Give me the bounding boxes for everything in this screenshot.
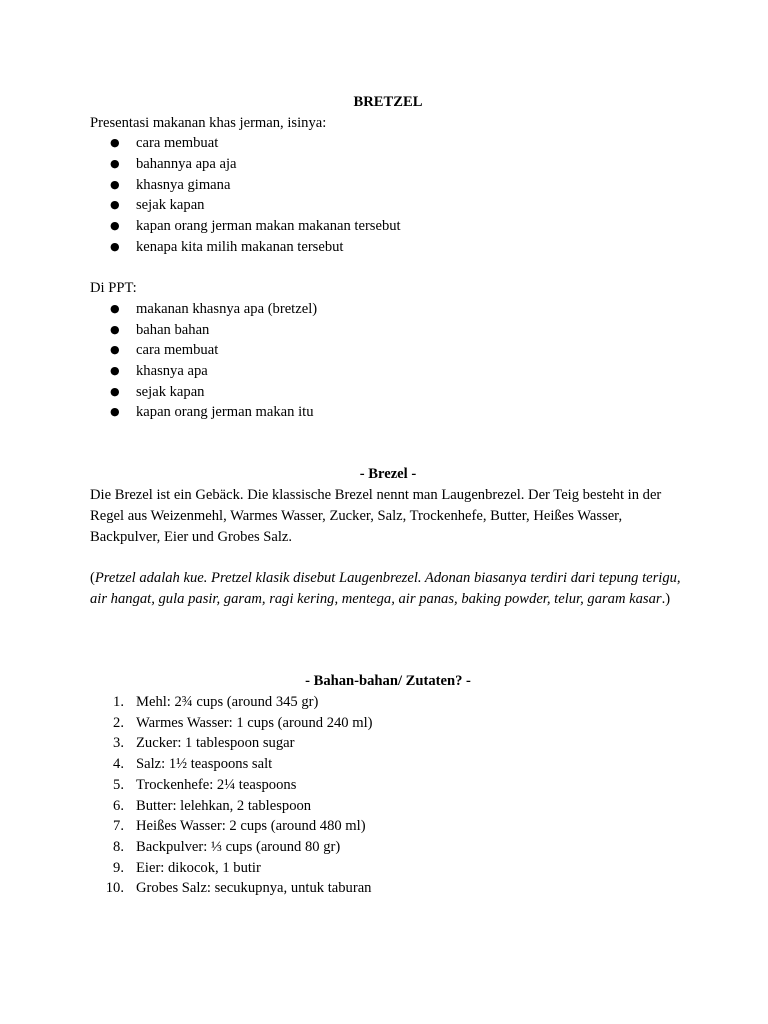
- list-item: [90, 154, 686, 175]
- list-item-text: khasnya gimana: [136, 176, 231, 193]
- list-number: 4.: [113, 756, 124, 773]
- list-item-text: kapan orang jerman makan makanan tersebut: [136, 218, 401, 235]
- translation-close: .): [661, 590, 671, 607]
- list-item: [90, 133, 686, 154]
- ingredients-list: [90, 692, 686, 899]
- list-item: [90, 195, 686, 216]
- list-item: [90, 754, 686, 775]
- spacer: [90, 547, 686, 568]
- bullet-icon: ●: [110, 177, 120, 191]
- list-item-text: khasnya apa: [136, 362, 208, 379]
- translation-paragraph: [90, 568, 686, 609]
- list-item-text: Eier: dikocok, 1 butir: [136, 859, 261, 876]
- brezel-heading: - Brezel -: [359, 466, 417, 483]
- list-number: 10.: [105, 880, 124, 897]
- list-number: 2.: [113, 714, 124, 731]
- document-page: [90, 92, 686, 899]
- list-item: [90, 816, 686, 837]
- list-item-text: sejak kapan: [136, 383, 205, 400]
- list-number: 5.: [113, 776, 124, 793]
- translation-text: Pretzel adalah kue. Pretzel klasik disebut Laugenbrezel. Adonan biasanya terdiri dari tepung terigu, air hangat, gula pasir, garam, ragi kering, mentega, air panas, baking powder, telur, garam kasar: [90, 569, 681, 607]
- bullet-icon: ●: [110, 301, 120, 315]
- list-item: [90, 216, 686, 237]
- bullet-icon: ●: [110, 322, 120, 336]
- intro-text: Presentasi makanan khas jerman, isinya:: [90, 114, 327, 131]
- bullet-icon: ●: [110, 239, 120, 253]
- list-item: [90, 796, 686, 817]
- list-item-text: kapan orang jerman makan itu: [136, 404, 314, 421]
- list-item: [90, 340, 686, 361]
- list-item: [90, 692, 686, 713]
- ppt-list: [90, 299, 686, 423]
- list-item-text: bahannya apa aja: [136, 156, 237, 173]
- list-item-text: Backpulver: ⅓ cups (around 80 gr): [136, 838, 341, 855]
- list-item: [90, 361, 686, 382]
- bullet-icon: ●: [110, 157, 120, 171]
- list-item-text: makanan khasnya apa (bretzel): [136, 300, 318, 317]
- list-item: [90, 320, 686, 341]
- spacer: [90, 609, 686, 671]
- list-number: 1.: [113, 694, 124, 711]
- list-item-text: Warmes Wasser: 1 cups (around 240 ml): [136, 714, 373, 731]
- list-item-text: kenapa kita milih makanan tersebut: [136, 238, 344, 255]
- list-item-text: cara membuat: [136, 135, 219, 152]
- ingredients-heading: - Bahan-bahan/ Zutaten? -: [305, 673, 471, 690]
- list-number: 6.: [113, 797, 124, 814]
- list-item-text: Trockenhefe: 2¼ teaspoons: [136, 776, 297, 793]
- list-item: [90, 775, 686, 796]
- list-item: [90, 837, 686, 858]
- bullet-icon: ●: [110, 363, 120, 377]
- list-item: [90, 858, 686, 879]
- list-item: [90, 713, 686, 734]
- ppt-heading: Di PPT:: [90, 280, 137, 297]
- document-title: BRETZEL: [353, 94, 423, 110]
- intro-list: [90, 133, 686, 257]
- spacer: [90, 258, 686, 279]
- list-item: [90, 382, 686, 403]
- list-item-text: Grobes Salz: secukupnya, untuk taburan: [136, 880, 372, 897]
- bullet-icon: ●: [110, 136, 120, 150]
- spacer: [90, 423, 686, 464]
- bullet-icon: ●: [110, 219, 120, 233]
- list-number: 7.: [113, 818, 124, 835]
- list-item: [90, 237, 686, 258]
- list-number: 3.: [113, 735, 124, 752]
- bullet-icon: ●: [110, 198, 120, 212]
- list-number: 9.: [113, 859, 124, 876]
- bullet-icon: ●: [110, 405, 120, 419]
- list-item-text: Butter: lelehkan, 2 tablespoon: [136, 797, 312, 814]
- translation-open: (: [90, 569, 95, 586]
- list-item: [90, 402, 686, 423]
- list-item: [90, 878, 686, 899]
- list-item: [90, 175, 686, 196]
- list-item: [90, 733, 686, 754]
- list-item-text: bahan bahan: [136, 321, 210, 338]
- brezel-paragraph: Die Brezel ist ein Gebäck. Die klassische Brezel nennt man Laugenbrezel. Der Teig besteht in der Regel aus Weizenmehl, Warmes Wasser, Zucker, Salz, Trockenhefe, Butter, Heißes Wasser, Backpulver, Eier und Grobes Salz.: [90, 487, 662, 545]
- list-item-text: Salz: 1½ teaspoons salt: [136, 756, 273, 773]
- bullet-icon: ●: [110, 343, 120, 357]
- list-item-text: Heißes Wasser: 2 cups (around 480 ml): [136, 818, 366, 835]
- bullet-icon: ●: [110, 384, 120, 398]
- list-item-text: sejak kapan: [136, 197, 205, 214]
- list-number: 8.: [113, 838, 124, 855]
- list-item: [90, 299, 686, 320]
- list-item-text: Zucker: 1 tablespoon sugar: [136, 735, 295, 752]
- list-item-text: cara membuat: [136, 342, 219, 359]
- list-item-text: Mehl: 2¾ cups (around 345 gr): [136, 694, 319, 711]
